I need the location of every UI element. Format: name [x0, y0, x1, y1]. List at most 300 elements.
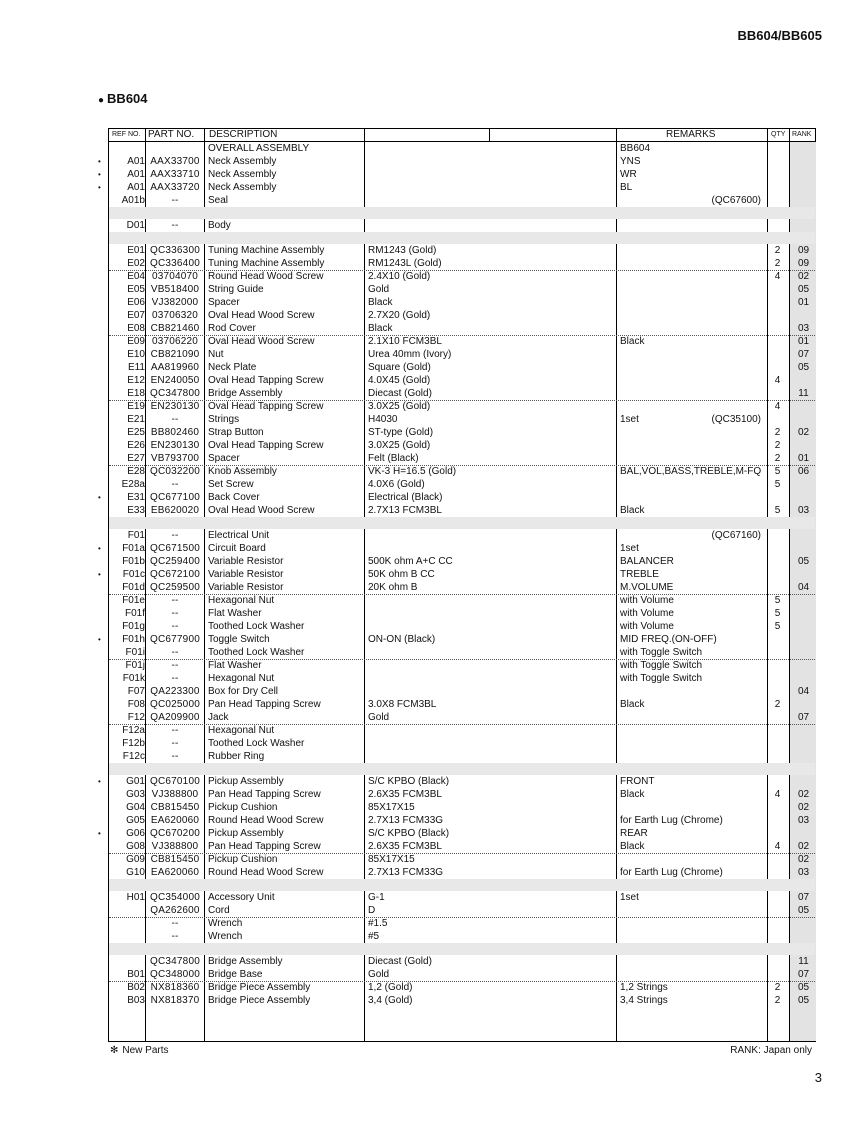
remarks: M.VOLUME	[620, 582, 674, 593]
table-row	[109, 335, 815, 348]
table-row	[98, 155, 815, 168]
description: Neck Plate	[208, 362, 257, 373]
spec: Black	[368, 297, 393, 308]
description: Back Cover	[208, 492, 260, 503]
remarks: Black	[620, 789, 645, 800]
table-row	[109, 685, 815, 698]
ref-no: F01h	[122, 634, 145, 645]
part-no: CB821460	[150, 323, 200, 334]
qty: 4	[774, 271, 781, 282]
spec: Felt (Black)	[368, 453, 419, 464]
remarks: 3,4 Strings	[620, 995, 668, 1006]
description: Round Head Wood Screw	[208, 271, 324, 282]
ref-no: G08	[126, 841, 145, 852]
spec: Urea 40mm (Ivory)	[368, 349, 452, 360]
description: Bridge Assembly	[208, 388, 283, 399]
ref-no: E07	[127, 310, 145, 321]
part-no: VJ382000	[151, 297, 199, 308]
table-row	[98, 168, 815, 181]
table-row	[98, 491, 815, 504]
ref-no: G06	[126, 828, 145, 839]
description: Bridge Base	[208, 969, 263, 980]
ref-no: F08	[127, 699, 145, 710]
description: Electrical Unit	[208, 530, 270, 541]
part-no: --	[171, 530, 179, 541]
ref-no: F01k	[122, 673, 145, 684]
table-row	[109, 840, 815, 854]
qty: 2	[774, 427, 781, 438]
spec: Black	[368, 323, 393, 334]
rank: 03	[797, 505, 810, 516]
spec: 85X17X15	[368, 854, 415, 865]
description: Rubber Ring	[208, 751, 265, 762]
part-no: QA209900	[150, 712, 200, 723]
qty: 4	[774, 375, 781, 386]
spec: 2.6X35 FCM3BL	[368, 789, 442, 800]
part-no: --	[171, 918, 179, 929]
table-row	[109, 322, 815, 336]
part-no: QC347800	[150, 956, 200, 967]
description: Strings	[208, 414, 240, 425]
part-no: --	[171, 479, 179, 490]
spec: 2.7X13 FCM33G	[368, 815, 444, 826]
rank: 05	[797, 284, 810, 295]
table-row	[109, 257, 815, 271]
description: Spacer	[208, 297, 240, 308]
table-row	[109, 955, 815, 968]
ref-no: F01f	[124, 608, 145, 619]
table-row	[109, 283, 815, 296]
part-no: --	[171, 931, 179, 942]
description: Accessory Unit	[208, 892, 275, 903]
spec: 2.7X13 FCM3BL	[368, 505, 442, 516]
new-parts-symbol: ✻	[110, 1045, 119, 1056]
spec: Diecast (Gold)	[368, 956, 432, 967]
qty: 5	[774, 466, 781, 477]
part-no: QC259500	[150, 582, 200, 593]
remarks: with Toggle Switch	[620, 673, 703, 684]
part-no: QC336400	[150, 258, 200, 269]
table-row	[109, 270, 815, 283]
description: Neck Assembly	[208, 169, 277, 180]
remarks: FRONT	[620, 776, 655, 787]
description: Pickup Cushion	[208, 802, 278, 813]
rank: 01	[797, 453, 810, 464]
qty: 2	[774, 699, 781, 710]
description: Oval Head Tapping Screw	[208, 375, 324, 386]
ref-no: E05	[127, 284, 145, 295]
new-part-marker: •	[98, 157, 101, 166]
header-qty: QTY	[771, 131, 786, 138]
table-row	[109, 620, 815, 633]
description: Hexagonal Nut	[208, 673, 275, 684]
spec: 3.0X25 (Gold)	[368, 440, 431, 451]
qty: 4	[774, 841, 781, 852]
ref-no: F12	[127, 712, 145, 723]
ref-no: D01	[126, 220, 145, 231]
table-row	[109, 413, 815, 426]
part-no: EA620060	[150, 867, 200, 878]
ref-no: F01i	[125, 647, 145, 658]
part-no: AAX33710	[150, 169, 200, 180]
description: Pickup Assembly	[208, 828, 284, 839]
table-row	[109, 750, 815, 763]
part-no: --	[171, 621, 179, 632]
table-row	[109, 374, 815, 387]
table-header	[109, 129, 815, 142]
rank: 01	[797, 297, 810, 308]
spec: #5	[368, 931, 380, 942]
part-no: QC347800	[150, 388, 200, 399]
new-part-marker: •	[98, 829, 101, 838]
ref-no: F12b	[122, 738, 145, 749]
remarks: for Earth Lug (Chrome)	[620, 815, 723, 826]
part-no: --	[171, 751, 179, 762]
remarks: BB604	[620, 143, 651, 154]
qty: 2	[774, 245, 781, 256]
ref-no: A01	[127, 156, 145, 167]
spec: Gold	[368, 284, 390, 295]
new-part-marker: •	[98, 183, 101, 192]
description: Oval Head Tapping Screw	[208, 440, 324, 451]
spec: 4.0X6 (Gold)	[368, 479, 425, 490]
ref-no: F01a	[122, 543, 145, 554]
table-row	[109, 659, 815, 672]
ref-no: H01	[126, 892, 145, 903]
table-row	[109, 478, 815, 491]
table-row	[109, 194, 815, 208]
table-row	[109, 426, 815, 439]
remarks: 1set	[620, 892, 639, 903]
table-row	[109, 219, 815, 232]
rank: 07	[797, 349, 810, 360]
new-parts-label: New Parts	[122, 1045, 169, 1056]
part-no: VJ388800	[151, 789, 199, 800]
description: Rod Cover	[208, 323, 256, 334]
part-no: QC672100	[150, 569, 200, 580]
part-no: NX818360	[150, 982, 200, 993]
header-ref: REF NO.	[112, 131, 141, 138]
description: Tuning Machine Assembly	[208, 245, 325, 256]
table-row	[98, 181, 815, 194]
description: Oval Head Tapping Screw	[208, 401, 324, 412]
section-bullet: ●	[98, 95, 105, 106]
description: Pickup Cushion	[208, 854, 278, 865]
part-no: QA223300	[150, 686, 200, 697]
part-no: --	[171, 647, 179, 658]
description: Flat Washer	[208, 608, 262, 619]
description: Set Screw	[208, 479, 254, 490]
table-row	[109, 904, 815, 918]
table-row	[109, 814, 815, 827]
remarks: with Toggle Switch	[620, 647, 703, 658]
description: Oval Head Wood Screw	[208, 505, 315, 516]
part-no: QC670200	[150, 828, 200, 839]
table-row	[109, 891, 815, 904]
remarks: BALANCER	[620, 556, 674, 567]
spec: S/C KPBO (Black)	[368, 776, 450, 787]
rank: 07	[797, 892, 810, 903]
table-row	[109, 581, 815, 595]
spec: 2.6X35 FCM3BL	[368, 841, 442, 852]
part-no: CB815450	[150, 802, 200, 813]
part-no: AAX33700	[150, 156, 200, 167]
rank: 01	[797, 336, 810, 347]
description: Neck Assembly	[208, 156, 277, 167]
ref-no: F01e	[122, 595, 145, 606]
description: Pan Head Tapping Screw	[208, 841, 321, 852]
new-part-marker: •	[98, 544, 101, 553]
table-gap-row	[109, 517, 815, 529]
part-no: --	[171, 725, 179, 736]
table-gap-row	[109, 943, 815, 955]
header-part: PART NO.	[148, 129, 195, 140]
table-gap-row	[109, 763, 815, 775]
ref-no: F01b	[122, 556, 145, 567]
description: Neck Assembly	[208, 182, 277, 193]
ref-no: E12	[127, 375, 145, 386]
part-no: QA262600	[150, 905, 200, 916]
part-no: --	[171, 738, 179, 749]
ref-no: E01	[127, 245, 145, 256]
part-no: 03704070	[151, 271, 199, 282]
remarks: with Volume	[620, 595, 674, 606]
remarks: Black	[620, 699, 645, 710]
remarks: TREBLE	[620, 569, 659, 580]
part-no: EN240050	[150, 375, 200, 386]
description: Toothed Lock Washer	[208, 738, 305, 749]
part-no: --	[171, 673, 179, 684]
section-title-text: BB604	[107, 91, 148, 106]
page-header-model: BB604/BB605	[737, 28, 822, 43]
description: Round Head Wood Screw	[208, 815, 324, 826]
description: Hexagonal Nut	[208, 595, 275, 606]
spec: #1.5	[368, 918, 388, 929]
qty: 5	[774, 595, 781, 606]
table-row	[109, 594, 815, 607]
ref-no: E31	[127, 492, 145, 503]
table-row	[109, 142, 815, 155]
table-row	[109, 387, 815, 401]
description: Oval Head Wood Screw	[208, 310, 315, 321]
description: Wrench	[208, 931, 243, 942]
ref-no: E02	[127, 258, 145, 269]
table-row	[109, 607, 815, 620]
part-no: --	[171, 595, 179, 606]
part-no: --	[171, 660, 179, 671]
ref-no: B03	[127, 995, 145, 1006]
ref-no: E33	[127, 505, 145, 516]
remarks-ref: (QC35100)	[711, 414, 761, 425]
rank: 07	[797, 712, 810, 723]
part-no: BB802460	[150, 427, 200, 438]
ref-no: E04	[127, 271, 145, 282]
part-no: VJ388800	[151, 841, 199, 852]
remarks: REAR	[620, 828, 648, 839]
part-no: QC670100	[150, 776, 200, 787]
ref-no: F01d	[122, 582, 145, 593]
table-row	[109, 646, 815, 660]
part-no: QC336300	[150, 245, 200, 256]
part-no: CB815450	[150, 854, 200, 865]
remarks-ref: (QC67600)	[711, 195, 761, 206]
ref-no: E09	[127, 336, 145, 347]
table-row	[109, 296, 815, 309]
description: Bridge Piece Assembly	[208, 995, 311, 1006]
spec: VK-3 H=16.5 (Gold)	[368, 466, 457, 477]
ref-no: F01c	[122, 569, 145, 580]
ref-no: F01	[127, 530, 145, 541]
ref-no: F07	[127, 686, 145, 697]
description: Seal	[208, 195, 229, 206]
part-no: --	[171, 414, 179, 425]
description: Variable Resistor	[208, 582, 284, 593]
description: Wrench	[208, 918, 243, 929]
ref-no: E27	[127, 453, 145, 464]
table-row	[109, 968, 815, 982]
section-title	[98, 91, 148, 106]
spec: H4030	[368, 414, 398, 425]
rank: 02	[797, 271, 810, 282]
part-no: AAX33720	[150, 182, 200, 193]
description: Variable Resistor	[208, 556, 284, 567]
part-no: NX818370	[150, 995, 200, 1006]
header-remarks: REMARKS	[666, 129, 716, 140]
description: Nut	[208, 349, 224, 360]
part-no: VB793700	[150, 453, 200, 464]
table-row	[109, 698, 815, 711]
rank: 02	[797, 854, 810, 865]
qty: 5	[774, 479, 781, 490]
description: String Guide	[208, 284, 264, 295]
description: Flat Washer	[208, 660, 262, 671]
description: Circuit Board	[208, 543, 266, 554]
part-no: QC032200	[150, 466, 200, 477]
description: Pan Head Tapping Screw	[208, 789, 321, 800]
spec: Diecast (Gold)	[368, 388, 432, 399]
remarks: with Volume	[620, 608, 674, 619]
spec: 20K ohm B	[368, 582, 418, 593]
table-row	[109, 309, 815, 322]
description: Cord	[208, 905, 230, 916]
ref-no: G04	[126, 802, 145, 813]
spec: 1,2 (Gold)	[368, 982, 413, 993]
rank: 05	[797, 995, 810, 1006]
table-row	[109, 439, 815, 452]
part-no: QC671500	[150, 543, 200, 554]
part-no: EA620060	[150, 815, 200, 826]
spec: ON-ON (Black)	[368, 634, 436, 645]
ref-no: F01g	[122, 621, 145, 632]
part-no: EB620020	[150, 505, 200, 516]
ref-no: F12a	[122, 725, 145, 736]
table-row	[109, 452, 815, 466]
description: Oval Head Wood Screw	[208, 336, 315, 347]
table-row	[109, 930, 815, 943]
table-row	[98, 827, 815, 840]
table-row	[109, 400, 815, 413]
rank: 05	[797, 905, 810, 916]
description: Box for Dry Cell	[208, 686, 279, 697]
rank: 09	[797, 258, 810, 269]
spec: 2.7X13 FCM33G	[368, 867, 444, 878]
qty: 2	[774, 440, 781, 451]
remarks: with Volume	[620, 621, 674, 632]
rank: 02	[797, 841, 810, 852]
table-row	[109, 348, 815, 361]
spec: 3.0X25 (Gold)	[368, 401, 431, 412]
remarks: MID FREQ.(ON-OFF)	[620, 634, 717, 645]
parts-table	[98, 128, 816, 1042]
table-row	[109, 555, 815, 568]
rank: 09	[797, 245, 810, 256]
part-no: EN230130	[150, 401, 200, 412]
description: OVERALL ASSEMBLY	[208, 143, 310, 154]
description: Hexagonal Nut	[208, 725, 275, 736]
description: Pan Head Tapping Screw	[208, 699, 321, 710]
spec: 4.0X45 (Gold)	[368, 375, 431, 386]
remarks: with Toggle Switch	[620, 660, 703, 671]
remarks-ref: (QC67160)	[711, 530, 761, 541]
part-no: EN230130	[150, 440, 200, 451]
part-no: QC259400	[150, 556, 200, 567]
part-no: VB518400	[150, 284, 200, 295]
rank: 02	[797, 427, 810, 438]
spec: RM1243L (Gold)	[368, 258, 442, 269]
remarks: 1set	[620, 414, 639, 425]
description: Variable Resistor	[208, 569, 284, 580]
part-no: 03706220	[151, 336, 199, 347]
part-no: --	[171, 195, 179, 206]
rank: 03	[797, 815, 810, 826]
remarks: Black	[620, 336, 645, 347]
qty: 2	[774, 995, 781, 1006]
table-row	[109, 981, 815, 994]
ref-no: E28	[127, 466, 145, 477]
spec: 2.1X10 FCM3BL	[368, 336, 442, 347]
rank: 05	[797, 556, 810, 567]
ref-no: E28a	[121, 479, 145, 490]
table-row	[109, 465, 815, 478]
remarks: Black	[620, 841, 645, 852]
ref-no: E08	[127, 323, 145, 334]
part-no: AA819960	[150, 362, 200, 373]
table-gap-row	[109, 207, 815, 219]
table-row	[109, 788, 815, 801]
qty: 4	[774, 401, 781, 412]
remarks: for Earth Lug (Chrome)	[620, 867, 723, 878]
spec: RM1243 (Gold)	[368, 245, 437, 256]
spec: S/C KPBO (Black)	[368, 828, 450, 839]
spec: G-1	[368, 892, 385, 903]
qty: 4	[774, 789, 781, 800]
description: Strap Button	[208, 427, 264, 438]
ref-no: A01	[127, 182, 145, 193]
ref-no: E26	[127, 440, 145, 451]
description: Toothed Lock Washer	[208, 647, 305, 658]
remarks: 1set	[620, 543, 639, 554]
rank: 03	[797, 323, 810, 334]
rank: 11	[798, 956, 809, 967]
ref-no: F01j	[125, 660, 145, 671]
rank: 05	[797, 982, 810, 993]
table-row	[98, 633, 815, 646]
part-no: QC354000	[150, 892, 200, 903]
table-row	[109, 244, 815, 257]
qty: 2	[774, 982, 781, 993]
qty: 2	[774, 453, 781, 464]
part-no: QC348000	[150, 969, 200, 980]
